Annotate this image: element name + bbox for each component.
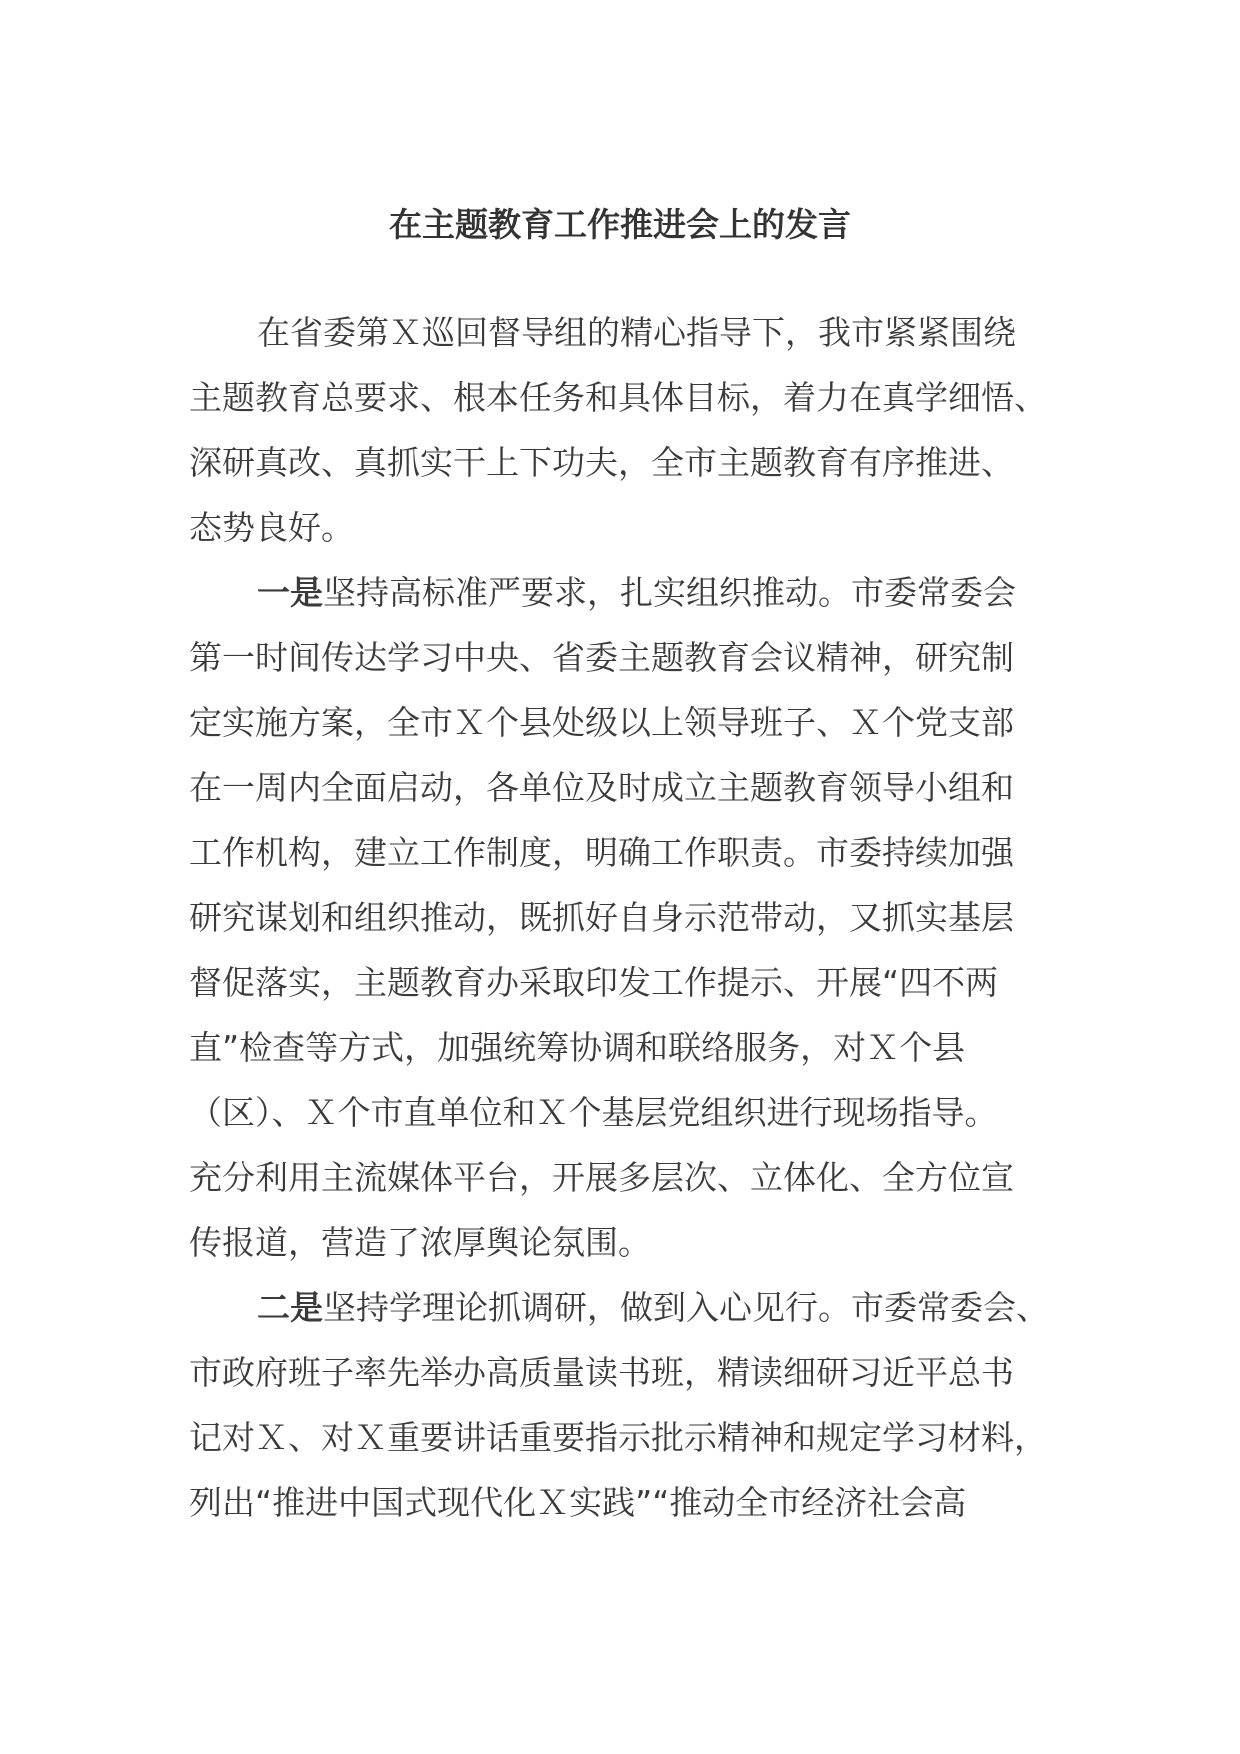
paragraph-1-line-1: 在省委第Ｘ巡回督导组的精心指导下，我市紧紧围绕 (257, 313, 1016, 352)
paragraph-2-line-3: 定实施方案，全市Ｘ个县处级以上领导班子、Ｘ个党支部 (189, 703, 1014, 742)
paragraph-2-line-6: 研究谋划和组织推动，既抓好自身示范带动，又抓实基层 (189, 898, 1014, 937)
paragraph-2-line-11: 传报道，营造了浓厚舆论氛围。 (189, 1223, 651, 1262)
paragraph-3-first-text: 坚持学理论抓调研，做到入心见行。市委常委会、 (323, 1288, 1049, 1327)
paragraph-1-line-2: 主题教育总要求、根本任务和具体目标，着力在真学细悟、 (189, 378, 1047, 417)
paragraph-3-line-1 (189, 1275, 1061, 1340)
paragraph-3-line-3: 记对Ｘ、对Ｘ重要讲话重要指示批示精神和规定学习材料， (189, 1418, 1047, 1457)
paragraph-2-line-9: （区）、Ｘ个市直单位和Ｘ个基层党组织进行现场指导。 (189, 1093, 998, 1132)
paragraph-2-first-text: 坚持高标准严要求，扎实组织推动。市委常委会 (323, 573, 1016, 612)
document-body (189, 300, 1061, 1535)
document-title: 在主题教育工作推进会上的发言 (389, 205, 851, 244)
paragraph-2-line-1 (189, 560, 1061, 625)
paragraph-1-line-4: 态势良好。 (189, 508, 354, 547)
paragraph-3-line-2: 市政府班子率先举办高质量读书班，精读细研习近平总书 (189, 1353, 1014, 1392)
paragraph-1-line-3: 深研真改、真抓实干上下功夫，全市主题教育有序推进、 (189, 443, 1014, 482)
paragraph-2-line-10: 充分利用主流媒体平台，开展多层次、立体化、全方位宣 (189, 1158, 1014, 1197)
paragraph-2-line-8: 直”检查等方式，加强统筹协调和联络服务，对Ｘ个县 (189, 1028, 966, 1067)
paragraph-2-lead: 一是 (257, 573, 323, 612)
paragraph-2-line-4: 在一周内全面启动，各单位及时成立主题教育领导小组和 (189, 768, 1014, 807)
paragraph-2-line-2: 第一时间传达学习中央、省委主题教育会议精神，研究制 (189, 638, 1014, 677)
paragraph-2-line-5: 工作机构，建立工作制度，明确工作职责。市委持续加强 (189, 833, 1014, 872)
paragraph-2-line-7: 督促落实，主题教育办采取印发工作提示、开展“四不两 (189, 963, 999, 1002)
paragraph-3-line-4: 列出“推进中国式现代化Ｘ实践”“推动全市经济社会高 (189, 1483, 967, 1522)
paragraph-3-lead: 二是 (257, 1288, 323, 1327)
